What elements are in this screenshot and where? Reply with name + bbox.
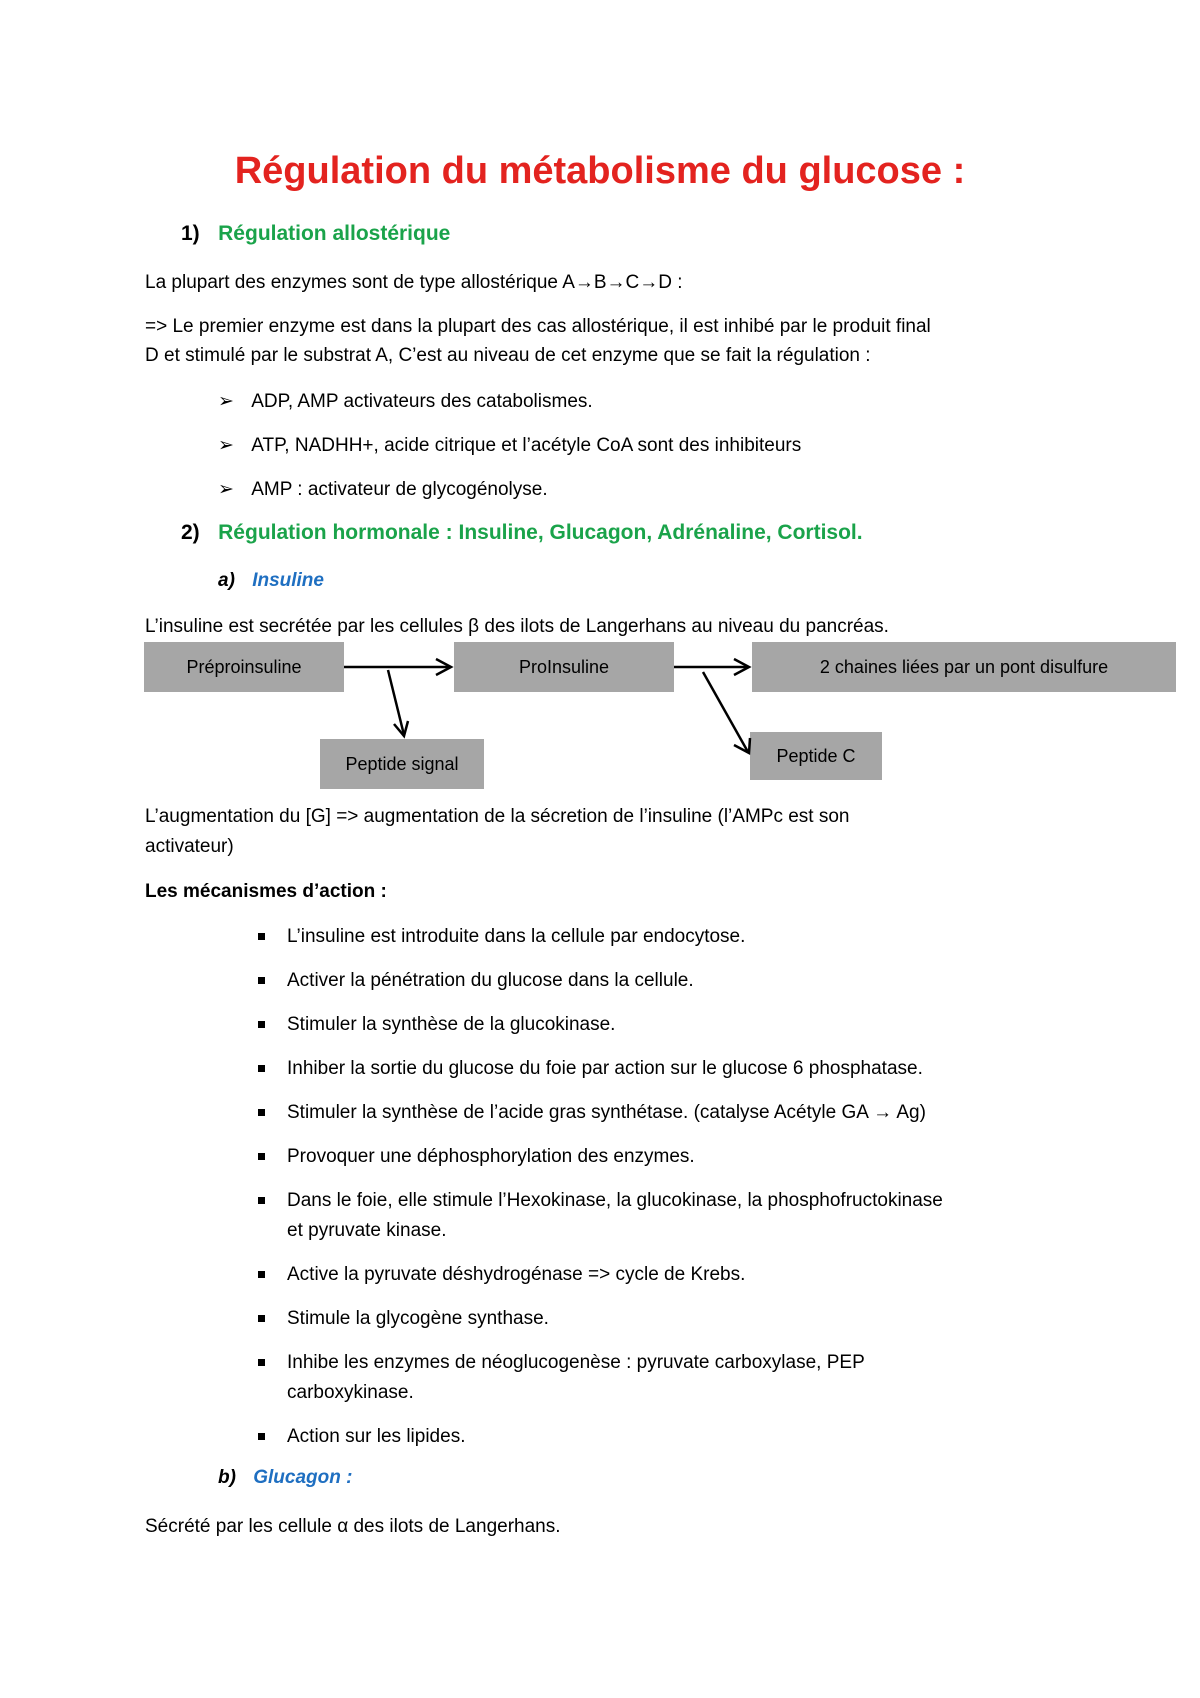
mechanisms-title: Les mécanismes d’action : bbox=[145, 881, 387, 902]
diagram-box-chaines: 2 chaines liées par un pont disulfure bbox=[752, 642, 1176, 692]
square-bullet-icon bbox=[258, 1271, 265, 1278]
square-bullet-icon bbox=[258, 1109, 265, 1116]
list-item: Provoquer une déphosphorylation des enzymes. bbox=[258, 1142, 695, 1172]
section-2-number: 2) bbox=[181, 521, 200, 544]
list-item: Activer la pénétration du glucose dans la cellule. bbox=[258, 966, 694, 996]
square-bullet-icon bbox=[258, 933, 265, 940]
list-item: ➢ AMP : activateur de glycogénolyse. bbox=[218, 479, 548, 500]
subsection-a-title: Insuline bbox=[252, 570, 324, 591]
diagram-box-proinsuline: ProInsuline bbox=[454, 642, 674, 692]
section-1-para-line1: => Le premier enzyme est dans la plupart des cas allostérique, il est inhibé par le produit final bbox=[145, 316, 931, 337]
augmentation-line2: activateur) bbox=[145, 836, 234, 857]
insuline-text: L’insuline est secrétée par les cellules β des ilots de Langerhans au niveau du pancréas. bbox=[145, 616, 889, 637]
subsection-b-heading: b) Glucagon : bbox=[218, 1467, 353, 1488]
square-bullet-icon bbox=[258, 1021, 265, 1028]
list-item: Stimule la glycogène synthase. bbox=[258, 1304, 549, 1334]
arrow-to-peptide-c bbox=[703, 672, 748, 752]
square-bullet-icon bbox=[258, 977, 265, 984]
glucagon-text: Sécrété par les cellule α des ilots de Langerhans. bbox=[145, 1516, 561, 1537]
square-bullet-icon bbox=[258, 1433, 265, 1440]
arrow-bullet-icon: ➢ bbox=[218, 479, 234, 500]
square-bullet-icon bbox=[258, 1153, 265, 1160]
diagram-box-peptide-signal: Peptide signal bbox=[320, 739, 484, 789]
diagram-box-peptide-c: Peptide C bbox=[750, 732, 882, 780]
list-item: L’insuline est introduite dans la cellule par endocytose. bbox=[258, 922, 745, 952]
page-title: Régulation du métabolisme du glucose : bbox=[234, 150, 966, 192]
list-item: Stimuler la synthèse de la glucokinase. bbox=[258, 1010, 615, 1040]
square-bullet-icon bbox=[258, 1315, 265, 1322]
list-item: ➢ ATP, NADHH+, acide citrique et l’acétyle CoA sont des inhibiteurs bbox=[218, 435, 802, 456]
arrow-bullet-icon: ➢ bbox=[218, 435, 234, 456]
list-item-continuation: et pyruvate kinase. bbox=[287, 1220, 447, 1241]
list-item: ➢ ADP, AMP activateurs des catabolismes. bbox=[218, 391, 593, 412]
list-item: Active la pyruvate déshydrogénase => cycle de Krebs. bbox=[258, 1260, 745, 1290]
list-item: Inhibe les enzymes de néoglucogenèse : pyruvate carboxylase, PEP bbox=[258, 1348, 865, 1378]
augmentation-line1: L’augmentation du [G] => augmentation de la sécretion de l’insuline (l’AMPc est son bbox=[145, 806, 850, 827]
list-item-continuation: carboxykinase. bbox=[287, 1382, 414, 1403]
section-1-number: 1) bbox=[181, 222, 200, 245]
square-bullet-icon bbox=[258, 1065, 265, 1072]
section-1-para-line2: D et stimulé par le substrat A, C’est au niveau de cet enzyme que se fait la régulation : bbox=[145, 345, 871, 366]
section-1-title: Régulation allostérique bbox=[218, 222, 451, 245]
square-bullet-icon bbox=[258, 1197, 265, 1204]
section-2-title: Régulation hormonale : Insuline, Glucagon, Adrénaline, Cortisol. bbox=[218, 521, 863, 544]
list-item: Stimuler la synthèse de l’acide gras synthétase. (catalyse Acétyle GA → Ag) bbox=[258, 1098, 926, 1128]
list-item: Action sur les lipides. bbox=[258, 1422, 465, 1452]
subsection-a-heading: a) Insuline bbox=[218, 570, 324, 591]
arrow-bullet-icon: ➢ bbox=[218, 391, 234, 412]
list-item: Inhiber la sortie du glucose du foie par action sur le glucose 6 phosphatase. bbox=[258, 1054, 923, 1084]
subsection-b-title: Glucagon : bbox=[253, 1467, 353, 1488]
section-1-intro: La plupart des enzymes sont de type allostérique A→B→C→D : bbox=[145, 272, 683, 293]
square-bullet-icon bbox=[258, 1359, 265, 1366]
list-item: Dans le foie, elle stimule l’Hexokinase, la glucokinase, la phosphofructokinase bbox=[258, 1186, 943, 1216]
diagram-box-preproinsuline: Préproinsuline bbox=[144, 642, 344, 692]
